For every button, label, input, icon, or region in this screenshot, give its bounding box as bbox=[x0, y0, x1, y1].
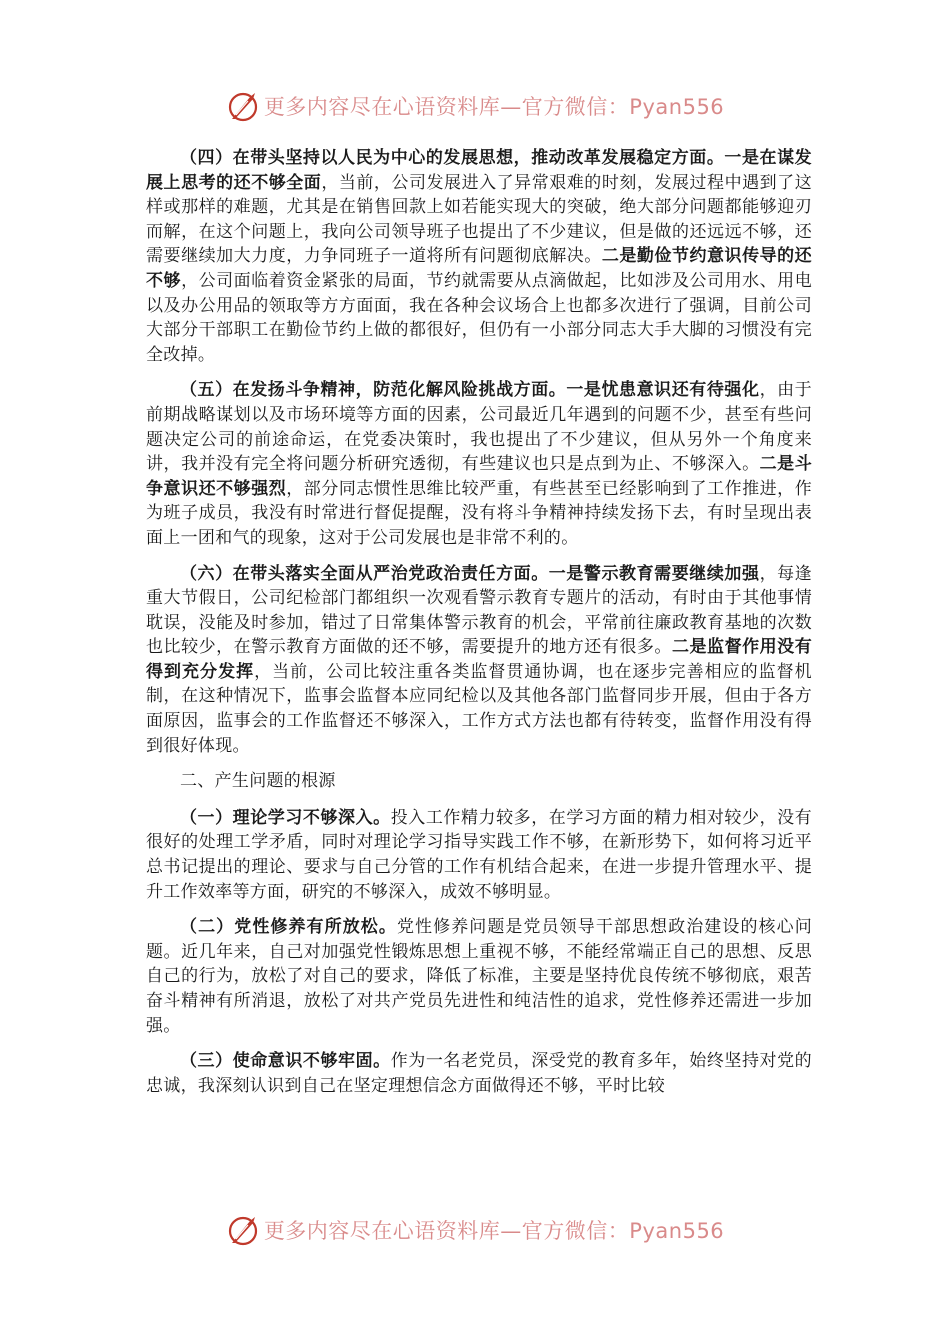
paragraph-six bbox=[146, 562, 812, 759]
body-text: ，每逢重大节假日，公司纪检部门都组织一次观看警示教育专题片的活动，有时由于其他事情耽误，没能及时参加，错过了日常集体警示教育的机会，平常前往廉政教育基地的次数也比较少，在警示教育方面做的还不够，需要提升的地方还有很多。 bbox=[146, 563, 812, 658]
bold-lead: （四）在带头坚持以人民为中心的发展思想，推动改革发展稳定方面。一是在谋发展上思考的还不够全面 bbox=[146, 148, 812, 193]
body-text: ，由于前期战略谋划以及市场环境等方面的因素，公司最近几年遇到的问题不少，甚至有些问题决定公司的前途命运，在党委决策时，我也提出了不少建议，但从另外一个角度来讲，我并没有完全将问题分析研究透彻，有些建议也只是点到为止、不够深入。 bbox=[146, 380, 812, 475]
paragraph-four bbox=[146, 146, 812, 367]
section-heading: 二、产生问题的根源 bbox=[180, 771, 336, 792]
root-cause-three bbox=[146, 1049, 812, 1098]
body-text: 党性修养问题是党员领导干部思想政治建设的核心问题。近几年来，自己对加强党性锻炼思想上重视不够，不能经常端正自己的思想、反思自己的行为，放松了对自己的要求，降低了标准，主要是坚持优良传统不够彻底，艰苦奋斗精神有所消退，放松了对共产党员先进性和纯洁性的追求，党性修养还需进一步加强。 bbox=[146, 917, 812, 1036]
bold-point: 二是监督作用没有得到充分发挥 bbox=[146, 637, 812, 682]
paragraph-five bbox=[146, 378, 812, 550]
body-text: ，当前，公司发展进入了异常艰难的时刻，发展过程中遇到了这样或那样的难题，尤其是在销售回款上如若能实现大的突破，绝大部分问题都能够迎刃而解，在这个问题上，我向公司领导班子也提出了不少建议，但是做的还远远不够，还需要继续加大力度，力争同班子一道将所有问题彻底解决。 bbox=[146, 172, 812, 267]
body-text: ，公司面临着资金紧张的局面，节约就需要从点滴做起，比如涉及公司用水、用电以及办公用品的领取等方方面面，我在各种会议场合上也都多次进行了强调，目前公司大部分干部职工在勤俭节约上做的都很好，但仍有一小部分同志大手大脚的习惯没有完全改掉。 bbox=[146, 270, 812, 365]
body-text: ，部分同志惯性思维比较严重，有些甚至已经影响到了工作推进，作为班子成员，我没有时常进行督促提醒，没有将斗争精神持续发扬下去，有时呈现出表面上一团和气的现象，这对于公司发展也是非常不利的。 bbox=[146, 478, 812, 548]
bold-lead: （五）在发扬斗争精神，防范化解风险挑战方面。一是忧患意识还有待强化 bbox=[180, 380, 760, 401]
banner-text: 更多内容尽在心语资料库—官方微信：Pyan556 bbox=[263, 1219, 725, 1243]
root-cause-one bbox=[146, 806, 812, 904]
document-body bbox=[146, 146, 812, 1109]
footer-banner bbox=[0, 1210, 950, 1250]
bold-point: 二是勤俭节约意识传导的还不够 bbox=[146, 246, 812, 291]
bold-point: 二是斗争意识还不够强烈 bbox=[146, 454, 813, 499]
bold-lead: （三）使命意识不够牢固。 bbox=[180, 1051, 391, 1072]
banner-text: 更多内容尽在心语资料库—官方微信：Pyan556 bbox=[263, 95, 725, 119]
root-cause-two bbox=[146, 915, 812, 1038]
quill-pen-icon bbox=[226, 89, 260, 123]
header-banner bbox=[0, 86, 950, 126]
bold-lead: （六）在带头落实全面从严治党政治责任方面。一是警示教育需要继续加强 bbox=[180, 563, 760, 584]
bold-lead: （一）理论学习不够深入。 bbox=[180, 807, 391, 828]
bold-lead: （二）党性修养有所放松。 bbox=[180, 917, 397, 938]
body-text: 投入工作精力较多，在学习方面的精力相对较少，没有很好的处理工学矛盾，同时对理论学习指导实践工作不够，在新形势下，如何将习近平总书记提出的理论、要求与自己分管的工作有机结合起来，在进一步提升管理水平、提升工作效率等方面，研究的不够深入，成效不够明显。 bbox=[146, 807, 812, 902]
body-text: 作为一名老党员，深受党的教育多年，始终坚持对党的忠诚，我深刻认识到自己在坚定理想信念方面做得还不够，平时比较 bbox=[146, 1051, 812, 1096]
quill-pen-icon bbox=[226, 1213, 260, 1247]
body-text: ，当前，公司比较注重各类监督贯通协调，也在逐步完善相应的监督机制，在这种情况下，监事会监督本应同纪检以及其他各部门监督同步开展，但由于各方面原因，监事会的工作监督还不够深入，工作方式方法也都有待转变，监督作用没有得到很好体现。 bbox=[146, 661, 812, 756]
